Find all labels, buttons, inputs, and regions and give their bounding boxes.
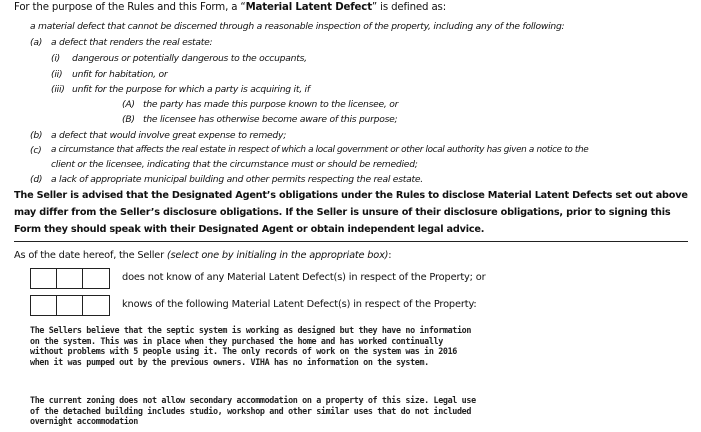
item-B-label: (B) [122,114,135,125]
initial-box-knows[interactable] [30,295,110,316]
as-of-prefix: As of the date hereof, the Seller [14,250,167,261]
item-d-text: a lack of appropriate municipal building and other permits respecting the real estate. [51,174,423,185]
option-does-not-know: does not know of any Material Latent Defect(s) in respect of the Property; or [122,272,486,283]
as-of-suffix: : [388,250,392,261]
definition-intro [14,2,446,13]
item-a-text: a defect that renders the real estate: [51,37,213,48]
septic-note: The Sellers believe that the septic system is working as designed but they have no information on the system. This was in place when they purchased the home and has worked continually without problems with 5 people using it. The only records of work on the system was in 2016 when it was pumped out by the previous owners. VIHA has no information on the system. [30,325,472,367]
initial-box-does-not-know[interactable] [30,268,110,289]
intro-suffix: ” is defined as: [371,2,446,13]
definition-lead: a material defect that cannot be discerned through a reasonable inspection of the property, including any of the following: [30,21,565,32]
item-b-label: (b) [30,130,43,141]
zoning-note: The current zoning does not allow secondary accommodation on a property of this size. Legal use of the detached building includes studio, workshop and other similar uses that do not included overnight accommodation [30,395,476,427]
defined-term: Material Latent Defect [245,2,372,13]
item-c-text-line1: a circumstance that affects the real estate in respect of which a local government or other local authority has given a notice to the [51,145,589,155]
option-knows: knows of the following Material Latent Defect(s) in respect of the Property: [122,299,477,310]
section-divider [14,241,688,242]
item-A-text: the party has made this purpose known to the licensee, or [143,99,399,110]
item-i-text: dangerous or potentially dangerous to the occupants, [72,53,307,64]
item-c-text-line2: client or the licensee, indicating that the circumstance must or should be remedied; [51,159,418,170]
item-A-label: (A) [122,99,135,110]
as-of-instruction: (select one by initialing in the appropriate box) [166,250,389,261]
item-iii-label: (iii) [51,84,65,95]
item-ii-label: (ii) [51,69,63,80]
item-d-label: (d) [30,174,43,185]
as-of-statement [14,250,391,261]
intro-prefix: For the purpose of the Rules and this Form, a “ [14,2,246,13]
seller-advice: The Seller is advised that the Designated Agent’s obligations under the Rules to disclose Material Latent Defects set out above may differ from the Seller’s disclosure obligations. If the Seller is unsure of their disclosure obligations, prior to signing this Form they should speak with their Designated Agent or obtain independent legal advice. [14,190,688,235]
item-b-text: a defect that would involve great expense to remedy; [51,130,287,141]
item-ii-text: unfit for habitation, or [72,69,168,80]
item-c-label: (c) [30,145,42,156]
item-B-text: the licensee has otherwise become aware of this purpose; [143,114,398,125]
item-i-label: (i) [51,53,60,64]
item-iii-text: unfit for the purpose for which a party is acquiring it, if [72,84,310,95]
item-a-label: (a) [30,37,43,48]
